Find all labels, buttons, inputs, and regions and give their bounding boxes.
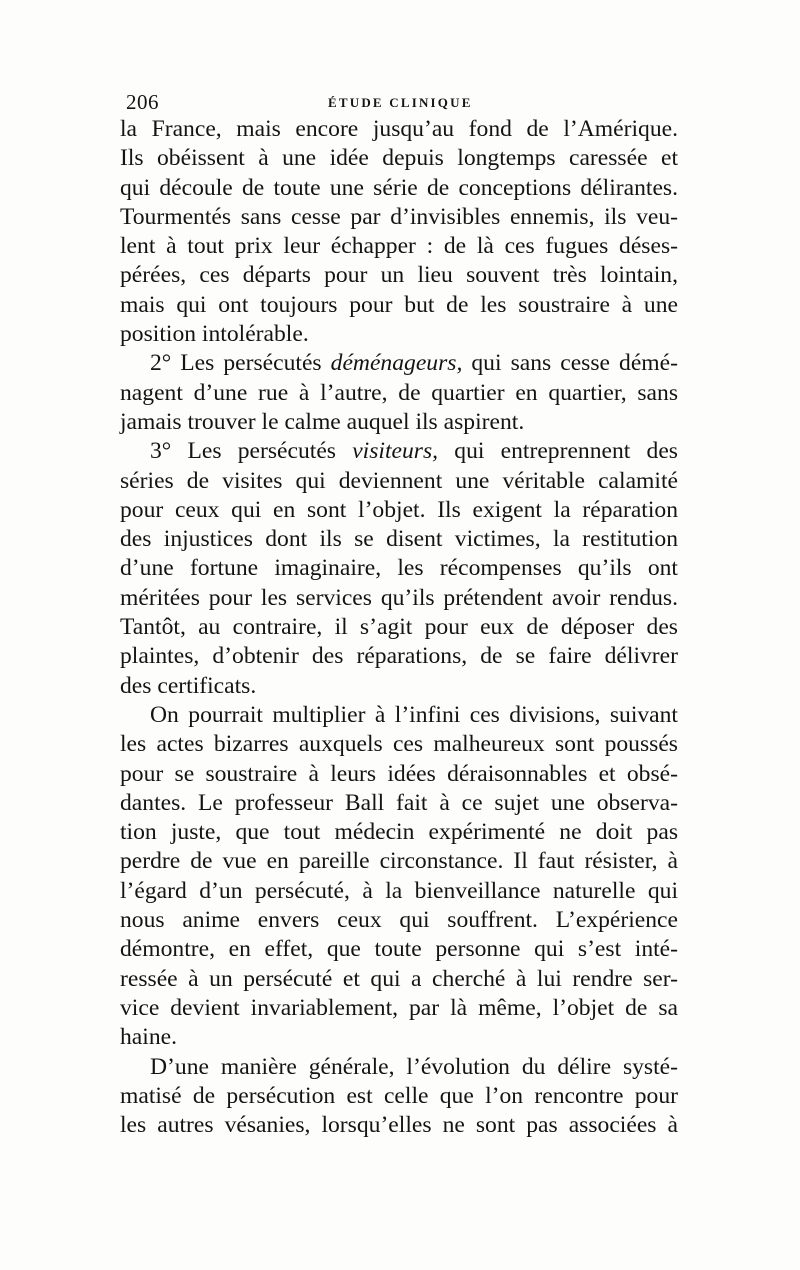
text-line: méritées pour les services qu’ils prétendent avoir rendus. (120, 584, 678, 611)
text-line: Tantôt, au contraire, il s’agit pour eux de déposer des (120, 614, 678, 641)
text-segment: 2° Les persécutés (150, 350, 331, 377)
text-line: démontre, en effet, que toute personne qui s’est inté- (120, 936, 678, 963)
text-line: D’une manière générale, l’évolution du délire systé- (150, 1053, 678, 1080)
text-line: plaintes, d’obtenir des réparations, de se faire délivrer (120, 643, 678, 670)
text-line: pour se soustraire à leurs idées déraisonnables et obsé- (120, 760, 678, 787)
text-line: l’égard d’un persécuté, à la bienveillance naturelle qui (120, 877, 678, 904)
text-line: nagent d’une rue à l’autre, de quartier en quartier, sans (120, 379, 678, 406)
text-segment: qui sans cesse démé- (462, 350, 678, 377)
list-item-visiteurs (120, 437, 678, 466)
text-line: On pourrait multiplier à l’infini ces divisions, suivant (150, 701, 678, 728)
text-line: vice devient invariablement, par là même, l’objet de sa (120, 994, 678, 1021)
text-line: la France, mais encore jusqu’au fond de l’Amérique. (120, 116, 678, 142)
page-header (118, 90, 676, 114)
text-segment: 3° Les persécutés (150, 438, 353, 465)
text-line: qui découle de toute une série de conceptions délirantes. (120, 174, 678, 201)
text-segment: qui entreprennent des (438, 438, 678, 465)
text-line: position intolérable. (120, 321, 309, 348)
text-line: séries de visites qui deviennent une véritable calamité (120, 467, 678, 494)
text-line: Tourmentés sans cesse par d’invisibles ennemis, ils veu- (120, 203, 678, 230)
text-line: lent à tout prix leur échapper : de là ces fugues déses- (120, 233, 678, 260)
text-line: d’une fortune imaginaire, les récompenses qu’ils ont (120, 555, 678, 582)
list-item-demenageurs (120, 349, 678, 378)
text-line: perdre de vue en pareille circonstance. Il faut résister, à (120, 848, 678, 875)
italic-term: déménageurs, (330, 350, 463, 377)
text-line: des certificats. (120, 672, 257, 699)
text-line: haine. (120, 1024, 177, 1051)
text-line: pérées, ces départs pour un lieu souvent très lointain, (120, 262, 678, 289)
text-line: des injustices dont ils se disent victimes, la restitution (120, 526, 678, 553)
text-line: ressée à un persécuté et qui a cherché à lui rendre ser- (120, 965, 678, 992)
text-line: dantes. Le professeur Ball fait à ce sujet une observa- (120, 789, 678, 816)
running-head: ÉTUDE CLINIQUE (328, 95, 473, 110)
page-number: 206 (126, 90, 159, 114)
text-line: nous anime envers ceux qui souffrent. L’expérience (120, 907, 678, 934)
text-line: les autres vésanies, lorsqu’elles ne sont pas associées à (120, 1112, 678, 1139)
text-line: matisé de persécution est celle que l’on rencontre pour (120, 1082, 678, 1109)
text-line: tion juste, que tout médecin expérimenté ne doit pas (120, 819, 678, 846)
body-text (120, 115, 678, 1140)
text-line: les actes bizarres auxquels ces malheureux sont poussés (120, 731, 678, 758)
text-line: pour ceux qui en sont l’objet. Ils exigent la réparation (120, 496, 678, 523)
text-line: jamais trouver le calme auquel ils aspirent. (120, 408, 525, 435)
text-line: mais qui ont toujours pour but de les soustraire à une (120, 291, 678, 318)
italic-term: visiteurs, (352, 438, 439, 465)
text-line: Ils obéissent à une idée depuis longtemps caressée et (120, 145, 678, 172)
